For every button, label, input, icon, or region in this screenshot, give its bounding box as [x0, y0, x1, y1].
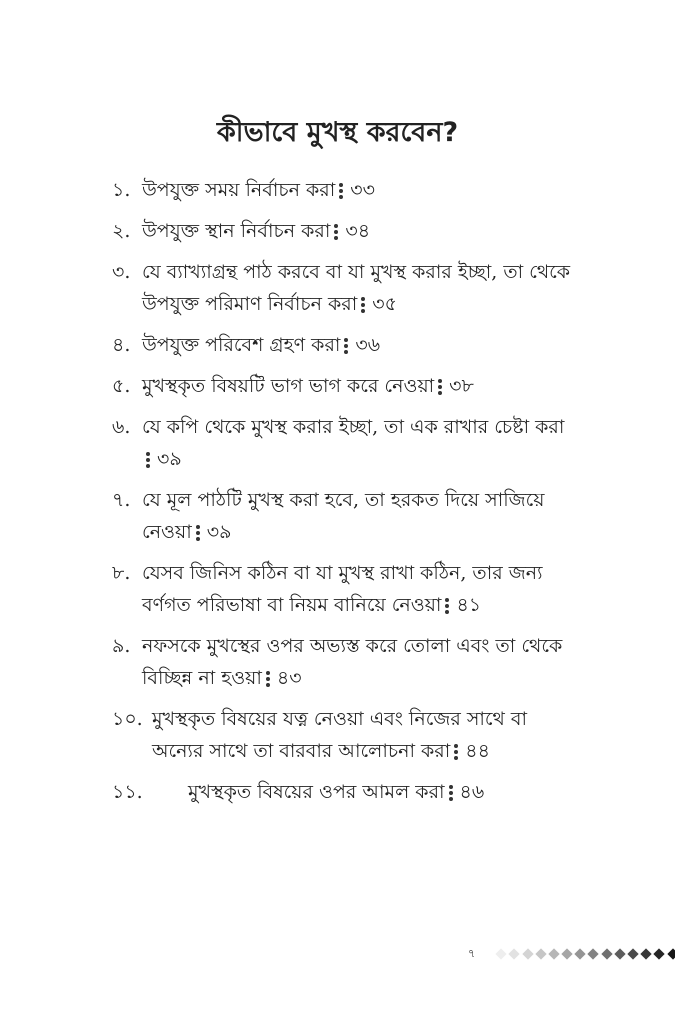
toc-page: ৪৩ — [276, 667, 302, 689]
diamond-icon — [601, 948, 612, 959]
toc-number: ৩. — [112, 261, 131, 283]
toc-text: যে ব্যাখ্যাগ্রন্থ পাঠ করবে বা যা মুখস্থ করার ইচ্ছা, তা থেকে উপযুক্ত পরিমাণ নির্বাচন করা — [142, 261, 571, 315]
toc-text: উপযুক্ত সময় নির্বাচন করা — [142, 179, 336, 201]
toc-page: ৩৫ — [372, 293, 397, 315]
diamond-icon — [575, 948, 586, 959]
toc-item — [112, 370, 572, 402]
page-title: কীভাবে মুখস্থ করবেন? — [216, 117, 459, 148]
toc-text: মুখস্থকৃত বিষয়ের ওপর আমল করা — [188, 781, 445, 803]
toc-number: ৭. — [112, 489, 131, 511]
separator-dots-icon — [334, 222, 340, 242]
diamond-icon — [588, 948, 599, 959]
table-of-contents — [112, 174, 572, 817]
toc-item — [112, 174, 572, 206]
toc-number: ১০. — [112, 708, 143, 730]
diamond-icon — [627, 948, 638, 959]
diamond-icon — [641, 948, 652, 959]
toc-page: ৪৬ — [459, 781, 485, 803]
page-number: ৭ — [468, 946, 476, 960]
separator-dots-icon — [438, 377, 444, 397]
toc-item — [112, 557, 572, 621]
toc-number: ৯. — [112, 635, 131, 657]
toc-page: ৩৪ — [345, 220, 371, 242]
toc-page: ৪১ — [456, 594, 482, 616]
separator-dots-icon — [445, 596, 451, 616]
diamond-icon — [614, 948, 625, 959]
toc-text: যে মূল পাঠটি মুখস্থ করা হবে, তা হরকত দিয়ে সাজিয়ে নেওয়া — [142, 489, 545, 543]
toc-page: ৩৯ — [206, 521, 232, 543]
toc-text: যে কপি থেকে মুখস্থ করার ইচ্ছা, তা এক রাখার চেষ্টা করা — [142, 416, 565, 438]
toc-text: উপযুক্ত স্থান নির্বাচন করা — [142, 220, 331, 242]
separator-dots-icon — [196, 523, 202, 543]
diamond-icon — [509, 948, 520, 959]
toc-item — [112, 215, 572, 247]
diamond-icon — [561, 948, 572, 959]
toc-item — [112, 411, 572, 475]
diamond-icon — [495, 948, 506, 959]
toc-page: ৩৩ — [350, 179, 375, 201]
separator-dots-icon — [449, 783, 455, 803]
toc-number: ১. — [112, 179, 131, 201]
diamond-icon — [548, 948, 559, 959]
toc-page: ৪৪ — [465, 740, 490, 762]
toc-number: ৬. — [112, 416, 131, 438]
diamond-icon — [522, 948, 533, 959]
separator-dots-icon — [339, 181, 345, 201]
separator-dots-icon — [146, 450, 152, 470]
page-footer — [468, 945, 675, 963]
toc-text: যেসব জিনিস কঠিন বা যা মুখস্থ রাখা কঠিন, তার জন্য বর্ণগত পরিভাষা বা নিয়ম বানিয়ে নেওয়া — [142, 562, 543, 616]
toc-number: ৪. — [112, 334, 131, 356]
toc-item — [112, 703, 572, 767]
toc-number: ২. — [112, 220, 131, 242]
diamond-icon — [535, 948, 546, 959]
separator-dots-icon — [361, 295, 367, 315]
diamond-icon — [654, 948, 665, 959]
separator-dots-icon — [454, 742, 460, 762]
toc-number: ১১. — [112, 781, 143, 803]
toc-text: মুখস্থকৃত বিষয়ের যত্ন নেওয়া এবং নিজের সাথে বা অন্যের সাথে তা বারবার আলোচনা করা — [152, 708, 527, 762]
toc-page: ৩৮ — [449, 375, 474, 397]
toc-number: ৫. — [112, 375, 131, 397]
toc-item — [112, 256, 572, 320]
toc-page: ৩৯ — [157, 448, 182, 470]
toc-number: ৮. — [112, 562, 131, 584]
toc-item — [112, 329, 572, 361]
toc-text: মুখস্থকৃত বিষয়টি ভাগ ভাগ করে নেওয়া — [142, 375, 435, 397]
toc-item — [112, 484, 572, 548]
separator-dots-icon — [344, 336, 350, 356]
toc-item — [112, 630, 572, 694]
toc-item — [112, 776, 572, 808]
diamond-icon — [667, 948, 675, 959]
toc-text: উপযুক্ত পরিবেশ গ্রহণ করা — [142, 334, 341, 356]
separator-dots-icon — [266, 669, 272, 689]
toc-page: ৩৬ — [355, 334, 381, 356]
toc-text: নফসকে মুখস্থের ওপর অভ্যস্ত করে তোলা এবং তা থেকে বিচ্ছিন্ন না হওয়া — [142, 635, 563, 689]
decorative-diamonds — [497, 950, 675, 958]
